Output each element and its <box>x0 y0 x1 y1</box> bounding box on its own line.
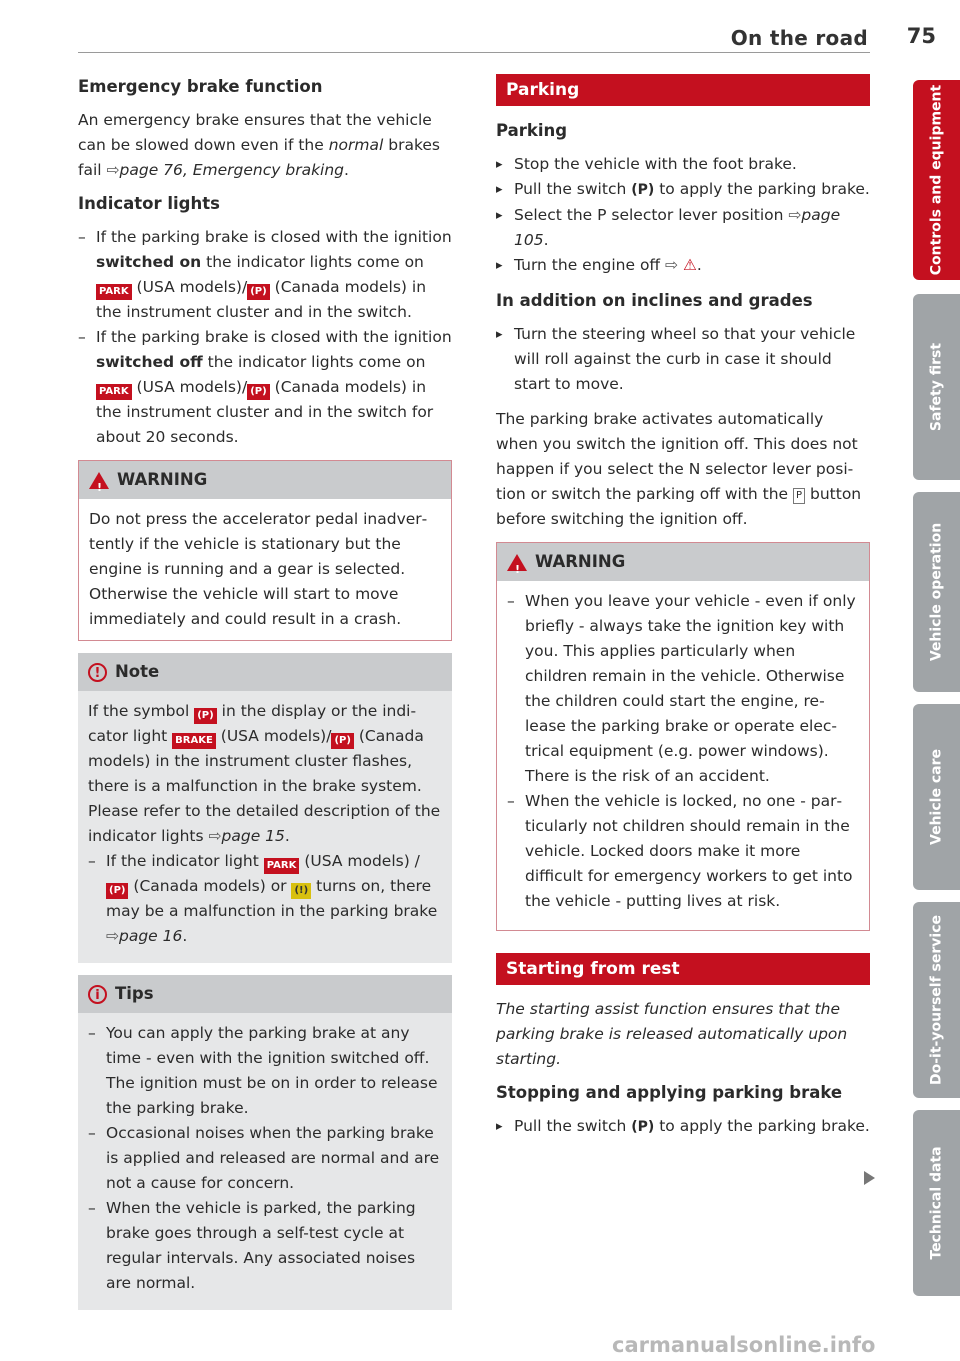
side-tab-do-it-yourself[interactable]: Do-it-yourself service <box>913 902 960 1098</box>
note-list <box>88 849 442 949</box>
section-bar-starting: Starting from rest <box>496 953 870 985</box>
auto-activation-text: The parking brake activates automatically when you switch the ignition off. This does not happen if you select the N selector lever position or switch the parking off with the P button before switching the ignition off. <box>496 410 862 528</box>
warning-box <box>496 542 870 931</box>
ref-link[interactable]: page 76, Emergency braking <box>119 161 345 179</box>
list-item: ▸ Pull the switch (P) to apply the parking brake. <box>496 177 870 203</box>
stopping-steps <box>496 1114 870 1140</box>
stopping-heading: Stopping and applying parking brake <box>496 1083 843 1102</box>
ref-link[interactable]: page 105 <box>514 206 841 249</box>
list-item: – When the vehicle is parked, the parking brake goes through a self-test cycle at regular intervals. Any associated noises are normal. <box>88 1196 442 1296</box>
warning-list <box>507 589 859 914</box>
header-rule <box>78 52 870 53</box>
inclines-heading: In addition on inclines and grades <box>496 291 813 310</box>
indicator-heading: Indicator lights <box>78 194 220 213</box>
side-tab-vehicle-care[interactable]: Vehicle care <box>913 704 960 890</box>
warning-text: Do not press the accelerator pedal inadvertently if the vehicle is stationary but the engine is running and a gear is selected. Otherwise the vehicle will start to move immediately and could result in a crash. <box>89 510 428 628</box>
warning-box <box>78 460 452 641</box>
ref-arrow-icon: ⇨ <box>106 161 120 179</box>
ref-link[interactable]: page 16 <box>119 927 183 945</box>
side-tab-safety[interactable]: Safety first <box>913 294 960 480</box>
list-item: – When you leave your vehicle - even if only briefly - always take the ignition key with you. This applies particularly when children remain in the vehicle. Otherwise the children could start the engine, release the parking brake or operate electrical equipment (e.g. power windows). There is the risk of an accident. <box>507 589 859 789</box>
park-indicator-icon: PARK <box>96 284 132 300</box>
tips-list <box>88 1021 442 1296</box>
list-item: – If the parking brake is closed with the ignition switched on the indicator lights come on PARK (USA models)/ (P) (Canada models) in the instrument cluster and in the switch. <box>78 225 452 325</box>
ref-arrow-icon: ⇨ <box>208 827 222 845</box>
canada-brake-indicator-icon: (P) <box>331 733 353 749</box>
warning-triangle-icon: ! <box>507 554 527 571</box>
ref-link[interactable]: page 15 <box>221 827 285 845</box>
canada-brake-indicator-icon: (P) <box>106 883 128 899</box>
page-number: 75 <box>906 24 936 48</box>
left-column <box>78 74 452 1322</box>
side-tab-vehicle-operation[interactable]: Vehicle operation <box>913 492 960 692</box>
yellow-brake-indicator-icon: (!) <box>291 883 311 899</box>
note-icon: ! <box>88 663 107 682</box>
running-head: On the road <box>730 26 868 50</box>
right-column <box>496 74 870 1150</box>
parking-steps <box>496 152 870 278</box>
emergency-text: An emergency brake ensures that the vehicle can be slowed down even if the normal brakes fail ⇨page 76, Emergency braking. <box>78 111 441 179</box>
canada-brake-indicator-icon: (P) <box>247 384 269 400</box>
warning-header: ! WARNING <box>79 461 451 499</box>
parking-switch-icon: (P) <box>631 182 655 198</box>
emergency-heading: Emergency brake function <box>78 77 323 96</box>
list-item: ▸ Turn the engine off ⇨ ⚠. <box>496 253 870 278</box>
park-indicator-icon: PARK <box>96 384 132 400</box>
list-item: – Occasional noises when the parking brake is applied and released are normal and are not a cause for concern. <box>88 1121 442 1196</box>
note-box <box>78 653 452 963</box>
tips-header: i Tips <box>78 975 452 1013</box>
list-item: – You can apply the parking brake at any time - even with the ignition switched off. The ignition must be on in order to release the parking brake. <box>88 1021 442 1121</box>
info-icon: i <box>88 985 107 1004</box>
list-item: – If the parking brake is closed with the ignition switched off the indicator lights come on PARK (USA models)/ (P) (Canada models) in the instrument cluster and in the switch for about 20 seconds. <box>78 325 452 450</box>
warning-ref-icon: ⚠ <box>682 256 697 274</box>
warning-header: ! WARNING <box>497 543 869 581</box>
side-tab-controls[interactable]: Controls and equipment <box>913 80 960 280</box>
watermark: carmanualsonline.info <box>612 1333 876 1357</box>
continue-arrow-icon <box>864 1171 875 1185</box>
section-bar-parking: Parking <box>496 74 870 106</box>
starting-intro: The starting assist function ensures that the parking brake is released automatically upon starting. <box>496 1000 848 1068</box>
ref-arrow-icon: ⇨ <box>788 206 802 224</box>
list-item: ▸ Pull the switch (P) to apply the parking brake. <box>496 1114 870 1140</box>
brake-indicator-icon: BRAKE <box>172 733 216 749</box>
ref-arrow-icon: ⇨ <box>106 927 119 945</box>
list-item: ▸ Turn the steering wheel so that your vehicle will roll against the curb in case it should start to move. <box>496 322 870 397</box>
parking-switch-icon: (P) <box>631 1119 655 1135</box>
park-indicator-icon: PARK <box>264 858 300 874</box>
inclines-steps <box>496 322 870 397</box>
list-item: ▸ Stop the vehicle with the foot brake. <box>496 152 870 177</box>
side-tab-technical-data[interactable]: Technical data <box>913 1110 960 1296</box>
list-item: – If the indicator light PARK (USA models) / (P) (Canada models) or (!) turns on, there may be a malfunction in the parking brake ⇨page 16. <box>88 849 442 949</box>
warning-triangle-icon: ! <box>89 472 109 489</box>
parking-heading: Parking <box>496 121 568 140</box>
canada-brake-indicator-icon: (P) <box>247 284 269 300</box>
parking-button-icon: P <box>793 488 805 504</box>
brake-symbol-icon: (P) <box>194 708 216 724</box>
note-header: ! Note <box>78 653 452 691</box>
note-body: If the symbol (P) in the display or the indicator light BRAKE (USA models)/ (P) (Canada models) in the instrument cluster flashes, there is a malfunction in the brake system. Please refer to the detailed description of the indicator lights ⇨page 15. – If the indicator light PARK (USA models) / (P) (Canada models) or (!) turns on, there may be a malfunction in the parking brake ⇨page 16. <box>78 691 452 963</box>
list-item: ▸ Select the P selector lever position ⇨page 105. <box>496 203 870 253</box>
ref-arrow-icon: ⇨ <box>665 256 679 274</box>
indicator-list <box>78 225 452 450</box>
tips-box <box>78 975 452 1310</box>
list-item: – When the vehicle is locked, no one - particularly not children should remain in the vehicle. Locked doors make it more difficult for emergency workers to get into the vehicle - putting lives at risk. <box>507 789 859 914</box>
